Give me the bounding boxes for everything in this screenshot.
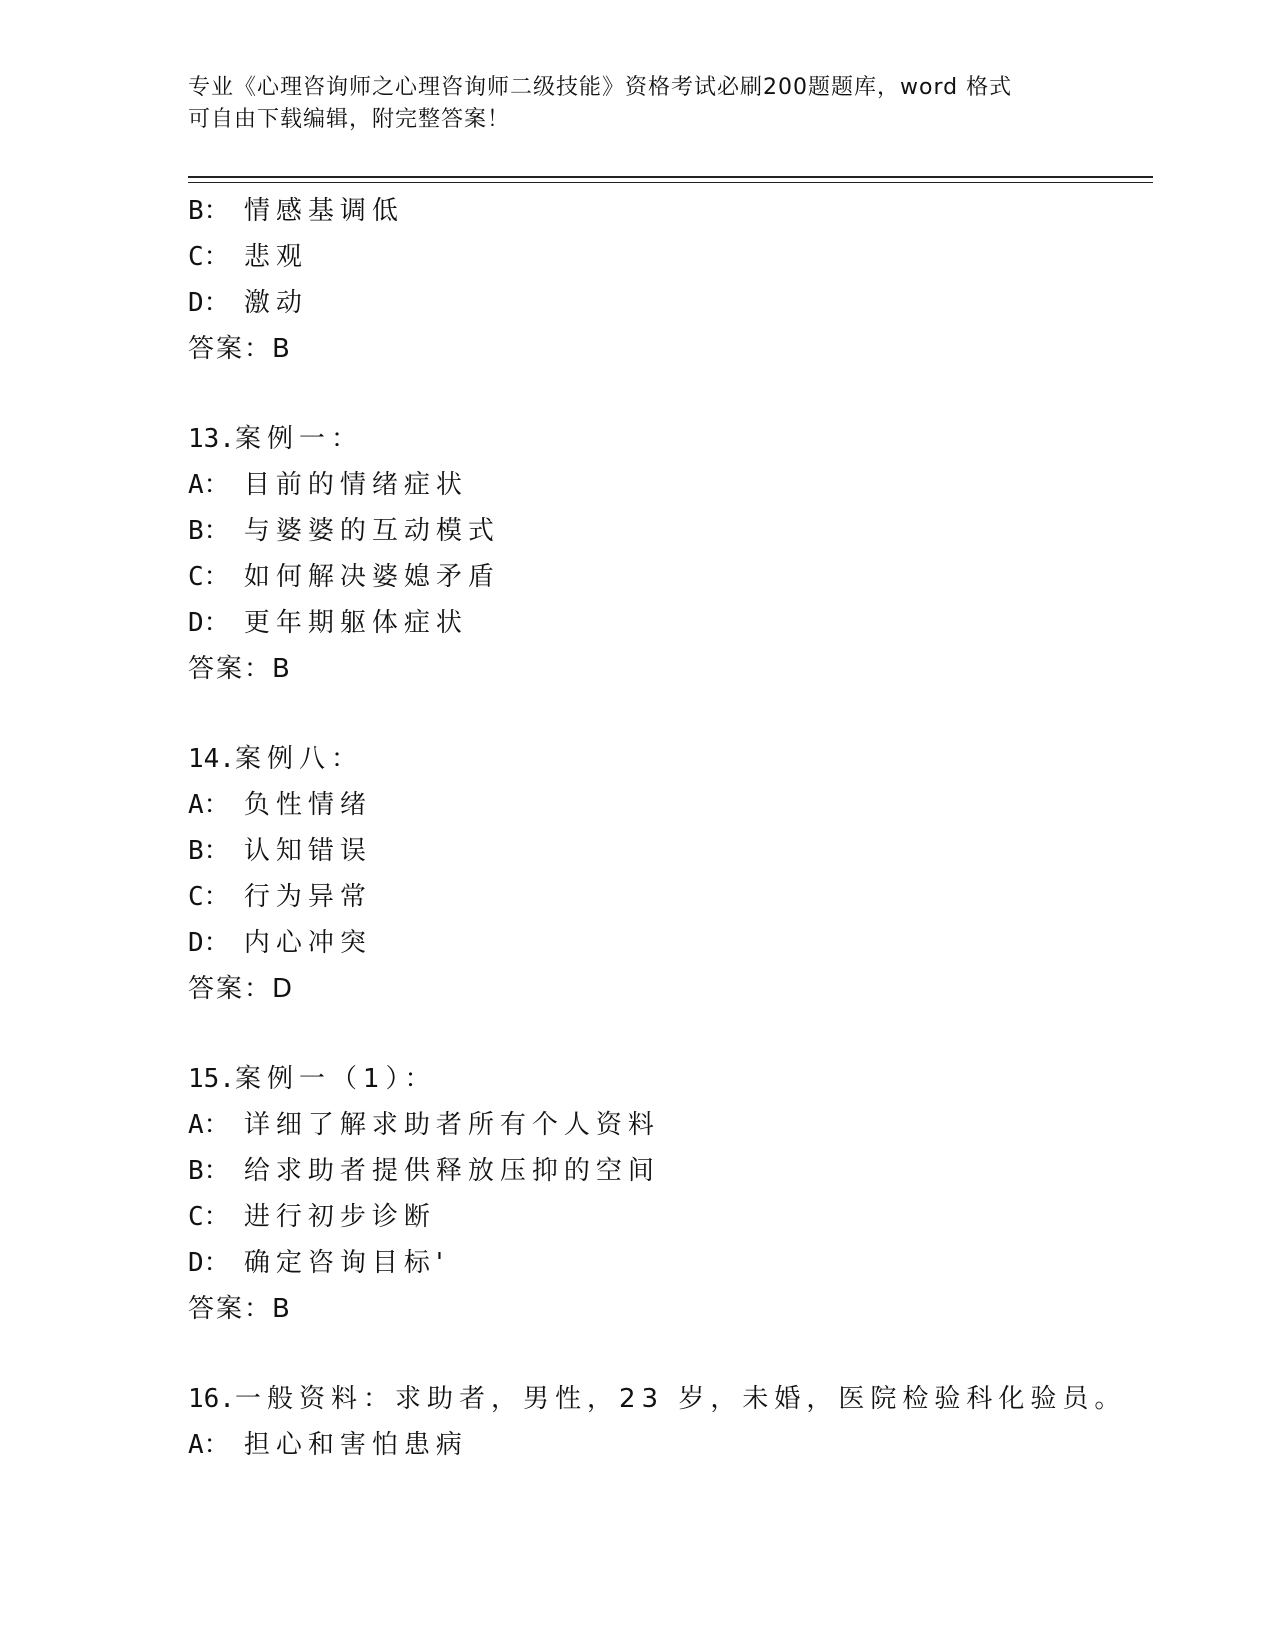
option-line bbox=[188, 1240, 1148, 1286]
question-number: 15. bbox=[188, 1064, 235, 1094]
option-line bbox=[188, 920, 1148, 966]
option-line bbox=[188, 782, 1148, 828]
header-line-2: 可自由下载编辑，附完整答案！ bbox=[188, 107, 511, 132]
answer-line: 答案：B bbox=[188, 654, 292, 684]
option-line bbox=[188, 828, 1148, 874]
question-stem bbox=[188, 1056, 1148, 1102]
option-letter: C： bbox=[188, 1202, 230, 1232]
option-letter: D： bbox=[188, 288, 230, 318]
option-letter: C： bbox=[188, 562, 230, 592]
option-text: 内心冲突 bbox=[243, 928, 372, 958]
option-text: 如何解决婆媳矛盾 bbox=[243, 562, 500, 592]
question-number: 14. bbox=[188, 744, 235, 774]
option-letter: B： bbox=[188, 196, 230, 226]
option-text: 进行初步诊断 bbox=[243, 1202, 436, 1232]
question-text: 一般资料：求助者，男性，23 岁，未婚，医院检验科化验员。 bbox=[234, 1384, 1127, 1414]
option-text: 激动 bbox=[243, 288, 308, 318]
answer-line: 答案：D bbox=[188, 974, 295, 1004]
header-line-1: 专业《心理咨询师之心理咨询师二级技能》资格考试必刷200题题库，word 格式 bbox=[188, 75, 1013, 100]
header-rule-thin bbox=[188, 182, 1153, 183]
option-text: 负性情绪 bbox=[243, 790, 372, 820]
option-line bbox=[188, 874, 1148, 920]
option-letter: A： bbox=[188, 790, 230, 820]
document-header bbox=[188, 72, 1088, 136]
option-line bbox=[188, 462, 1148, 508]
option-text: 目前的情绪症状 bbox=[243, 470, 468, 500]
option-letter: A： bbox=[188, 1430, 230, 1460]
option-text: 确定咨询目标' bbox=[243, 1248, 450, 1278]
option-letter: B： bbox=[188, 516, 230, 546]
option-line bbox=[188, 508, 1148, 554]
option-letter: A： bbox=[188, 470, 230, 500]
option-letter: C： bbox=[188, 882, 230, 912]
option-text: 担心和害怕患病 bbox=[243, 1430, 468, 1460]
option-letter: A： bbox=[188, 1110, 230, 1140]
question-text: 案例八： bbox=[234, 744, 363, 774]
question-stem bbox=[188, 736, 1148, 782]
option-letter: B： bbox=[188, 1156, 230, 1186]
option-line bbox=[188, 600, 1148, 646]
question-stem bbox=[188, 1376, 1148, 1422]
option-text: 与婆婆的互动模式 bbox=[243, 516, 500, 546]
option-line bbox=[188, 1422, 1148, 1468]
option-text: 悲观 bbox=[243, 242, 308, 272]
option-line bbox=[188, 1194, 1148, 1240]
option-text: 详细了解求助者所有个人资料 bbox=[243, 1110, 660, 1140]
option-text: 行为异常 bbox=[243, 882, 372, 912]
option-letter: B： bbox=[188, 836, 230, 866]
answer-line: 答案：B bbox=[188, 334, 292, 364]
question-text: 案例一： bbox=[234, 424, 363, 454]
option-letter: D： bbox=[188, 608, 230, 638]
option-text: 给求助者提供释放压抑的空间 bbox=[243, 1156, 660, 1186]
answer-line: 答案：B bbox=[188, 1294, 292, 1324]
option-text: 更年期躯体症状 bbox=[243, 608, 468, 638]
option-line bbox=[188, 234, 1148, 280]
option-text: 情感基调低 bbox=[243, 196, 404, 226]
question-number: 13. bbox=[188, 424, 235, 454]
option-letter: D： bbox=[188, 928, 230, 958]
question-stem bbox=[188, 416, 1148, 462]
option-line bbox=[188, 1102, 1148, 1148]
option-line bbox=[188, 554, 1148, 600]
option-letter: C： bbox=[188, 242, 230, 272]
question-number: 16. bbox=[188, 1384, 235, 1414]
header-rule-thick bbox=[188, 176, 1153, 178]
option-line bbox=[188, 280, 1148, 326]
option-line bbox=[188, 1148, 1148, 1194]
question-list bbox=[188, 188, 1148, 1468]
option-letter: D： bbox=[188, 1248, 230, 1278]
option-line bbox=[188, 188, 1148, 234]
question-text: 案例一（1）： bbox=[234, 1064, 437, 1094]
option-text: 认知错误 bbox=[243, 836, 372, 866]
